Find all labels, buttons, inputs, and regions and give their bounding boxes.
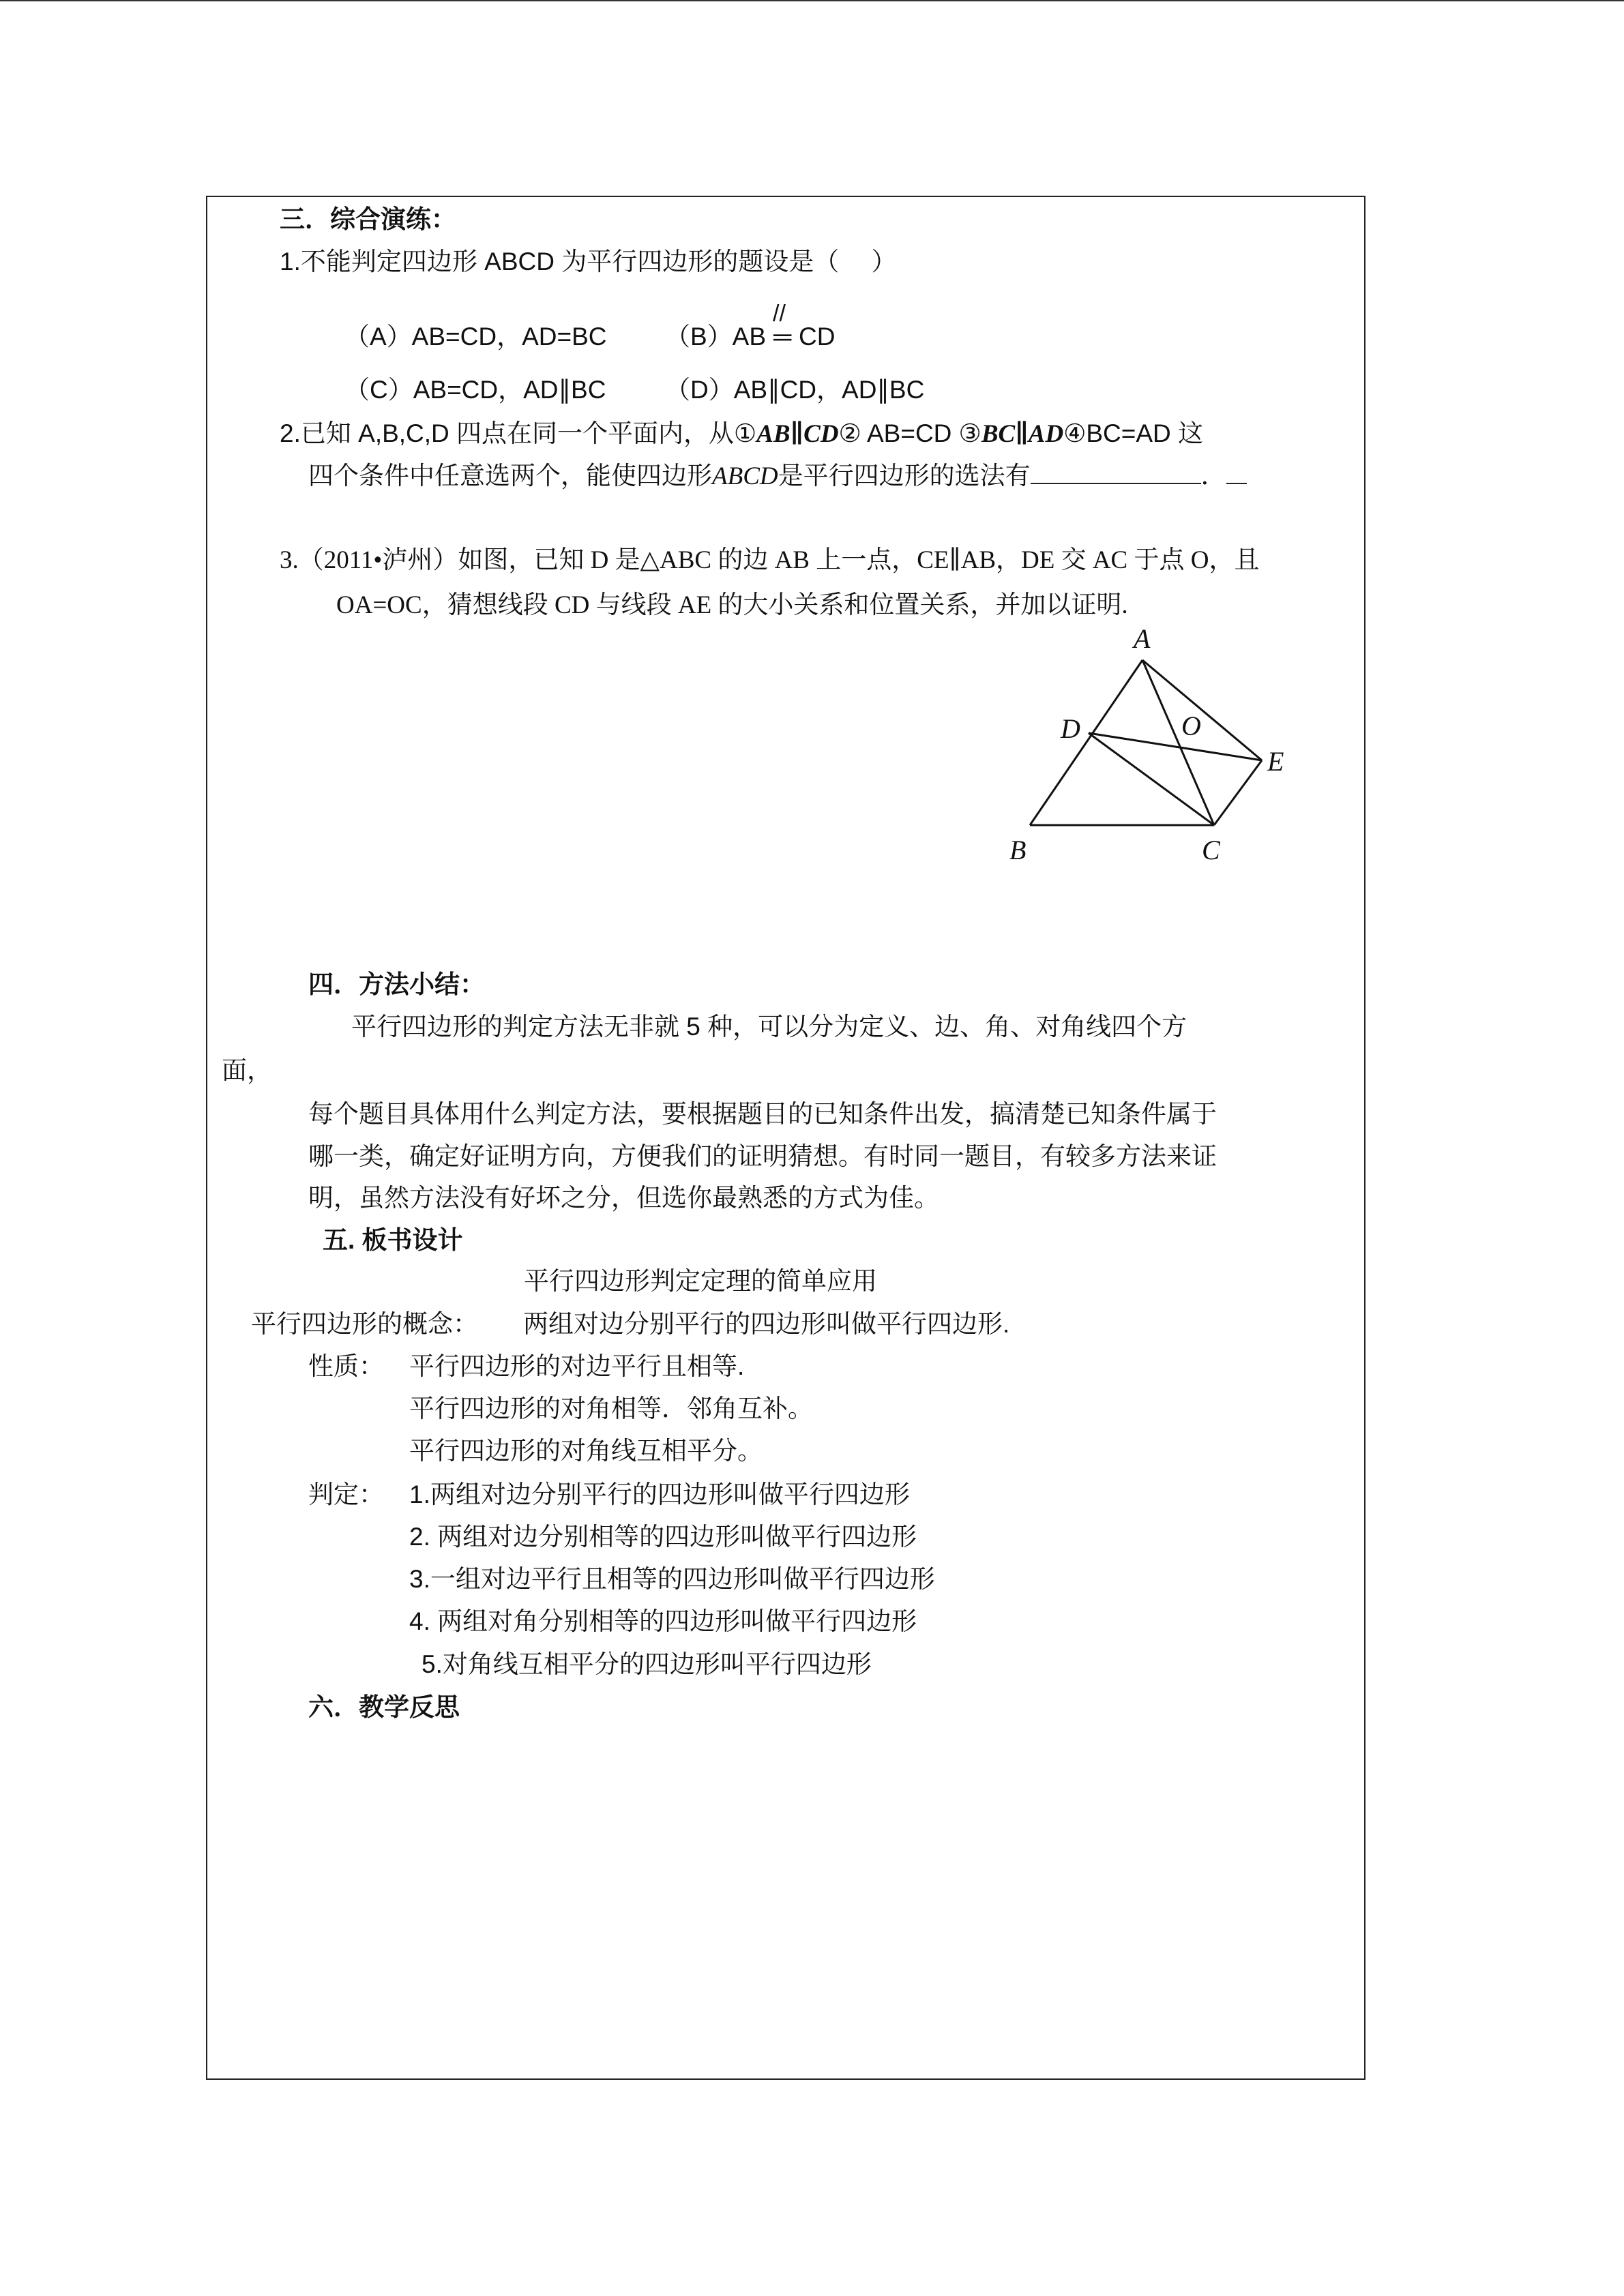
criterion-1: 1.两组对边分别平行的四边形叫做平行四边形: [409, 1480, 910, 1508]
q2-line1-b: ② AB=CD ③: [838, 419, 981, 447]
property-2: 平行四边形的对角相等．邻角互补。: [409, 1395, 813, 1422]
property-label: 性质：: [308, 1352, 384, 1380]
label-a: A: [1134, 627, 1151, 654]
q2-line2-end: ．: [1200, 462, 1226, 490]
concept-label: 平行四边形的概念：: [251, 1310, 478, 1338]
board-title: 平行四边形判定定理的简单应用: [524, 1267, 877, 1295]
criterion-3: 3.一组对边平行且相等的四边形叫做平行四边形: [409, 1565, 935, 1593]
criterion-2: 2. 两组对边分别相等的四边形叫做平行四边形: [409, 1523, 917, 1551]
segment-ce: [1214, 760, 1262, 825]
q2-line1: [280, 417, 1203, 451]
section4-paragraph-4: 明，虽然方法没有好坏之分，但选你最熟悉的方式为佳。: [308, 1184, 939, 1212]
parallel-equal-symbol: [766, 301, 799, 353]
section5-heading: 五. 板书设计: [323, 1226, 463, 1254]
section4-heading: 四．方法小结：: [308, 970, 485, 998]
q2-line1-c: ④BC=AD 这: [1063, 419, 1204, 447]
equal-mark: ═: [773, 323, 792, 351]
q2-line2-b: 是平行四边形的选法有: [778, 462, 1031, 490]
q3-line1: 3.（2011•泸州）如图，已知 D 是△ABC 的边 AB 上一点，CE∥AB，DE 交 AC 于点 O，且: [280, 546, 1260, 574]
q2-condition-1: AB∥CD: [756, 420, 839, 448]
q1-option-b-prefix: （B）AB: [665, 323, 767, 351]
label-o: O: [1181, 711, 1201, 741]
page-top-rule: [0, 0, 1624, 1]
q1-option-a: （A）AB=CD，AD=BC: [344, 323, 607, 351]
criterion-4: 4. 两组对角分别相等的四边形叫做平行四边形: [409, 1607, 917, 1635]
q2-line2-a: 四个条件中任意选两个，能使四边形: [308, 462, 712, 490]
label-c: C: [1202, 835, 1220, 865]
q3-line2: OA=OC，猜想线段 CD 与线段 AE 的大小关系和位置关系，并加以证明.: [336, 591, 1128, 619]
q1-option-c: （C）AB=CD，AD∥BC: [344, 376, 606, 404]
segment-cd: [1089, 733, 1214, 825]
q1-stem: 1.不能判定四边形 ABCD 为平行四边形的题设是（ ）: [280, 248, 897, 275]
parallel-mark: //: [773, 301, 786, 327]
criterion-5: 5.对角线互相平分的四边形叫平行四边形: [422, 1650, 872, 1678]
concept-text: 两组对边分别平行的四边形叫做平行四边形.: [523, 1310, 1010, 1338]
triangle-figure: [996, 627, 1316, 873]
q2-line1-a: 2.已知 A,B,C,D 四点在同一个平面内，从①: [280, 419, 757, 447]
property-1: 平行四边形的对边平行且相等.: [409, 1352, 745, 1380]
q2-trailing-blank: [1226, 460, 1247, 484]
segment-ab: [1030, 660, 1142, 825]
section6-heading: 六．教学反思: [308, 1693, 460, 1721]
section4-paragraph-3: 哪一类，确定好证明方向，方便我们的证明猜想。有时同一题目，有较多方法来证: [308, 1142, 1217, 1170]
property-3: 平行四边形的对角线互相平分。: [409, 1437, 763, 1465]
q2-condition-3: BC∥AD: [981, 420, 1064, 448]
label-e: E: [1267, 746, 1284, 777]
q2-line2: [308, 460, 1247, 493]
q1-option-d: （D）AB∥CD，AD∥BC: [665, 376, 925, 404]
section4-paragraph-1: 平行四边形的判定方法无非就 5 种，可以分为定义、边、角、对角线四个方: [351, 1013, 1187, 1041]
section4-paragraph-1-cont: 面，: [222, 1056, 272, 1084]
section3-heading: 三．综合演练：: [280, 205, 456, 233]
section4-paragraph-2: 每个题目具体用什么判定方法，要根据题目的已知条件出发，搞清楚已知条件属于: [308, 1100, 1217, 1128]
q2-abcd: ABCD: [712, 462, 778, 490]
label-d: D: [1061, 713, 1080, 744]
label-b: B: [1009, 835, 1027, 865]
q2-answer-blank: [1031, 460, 1201, 484]
q1-option-b: [665, 301, 836, 353]
criteria-label: 判定：: [308, 1480, 384, 1508]
q1-option-b-suffix: CD: [799, 323, 836, 351]
